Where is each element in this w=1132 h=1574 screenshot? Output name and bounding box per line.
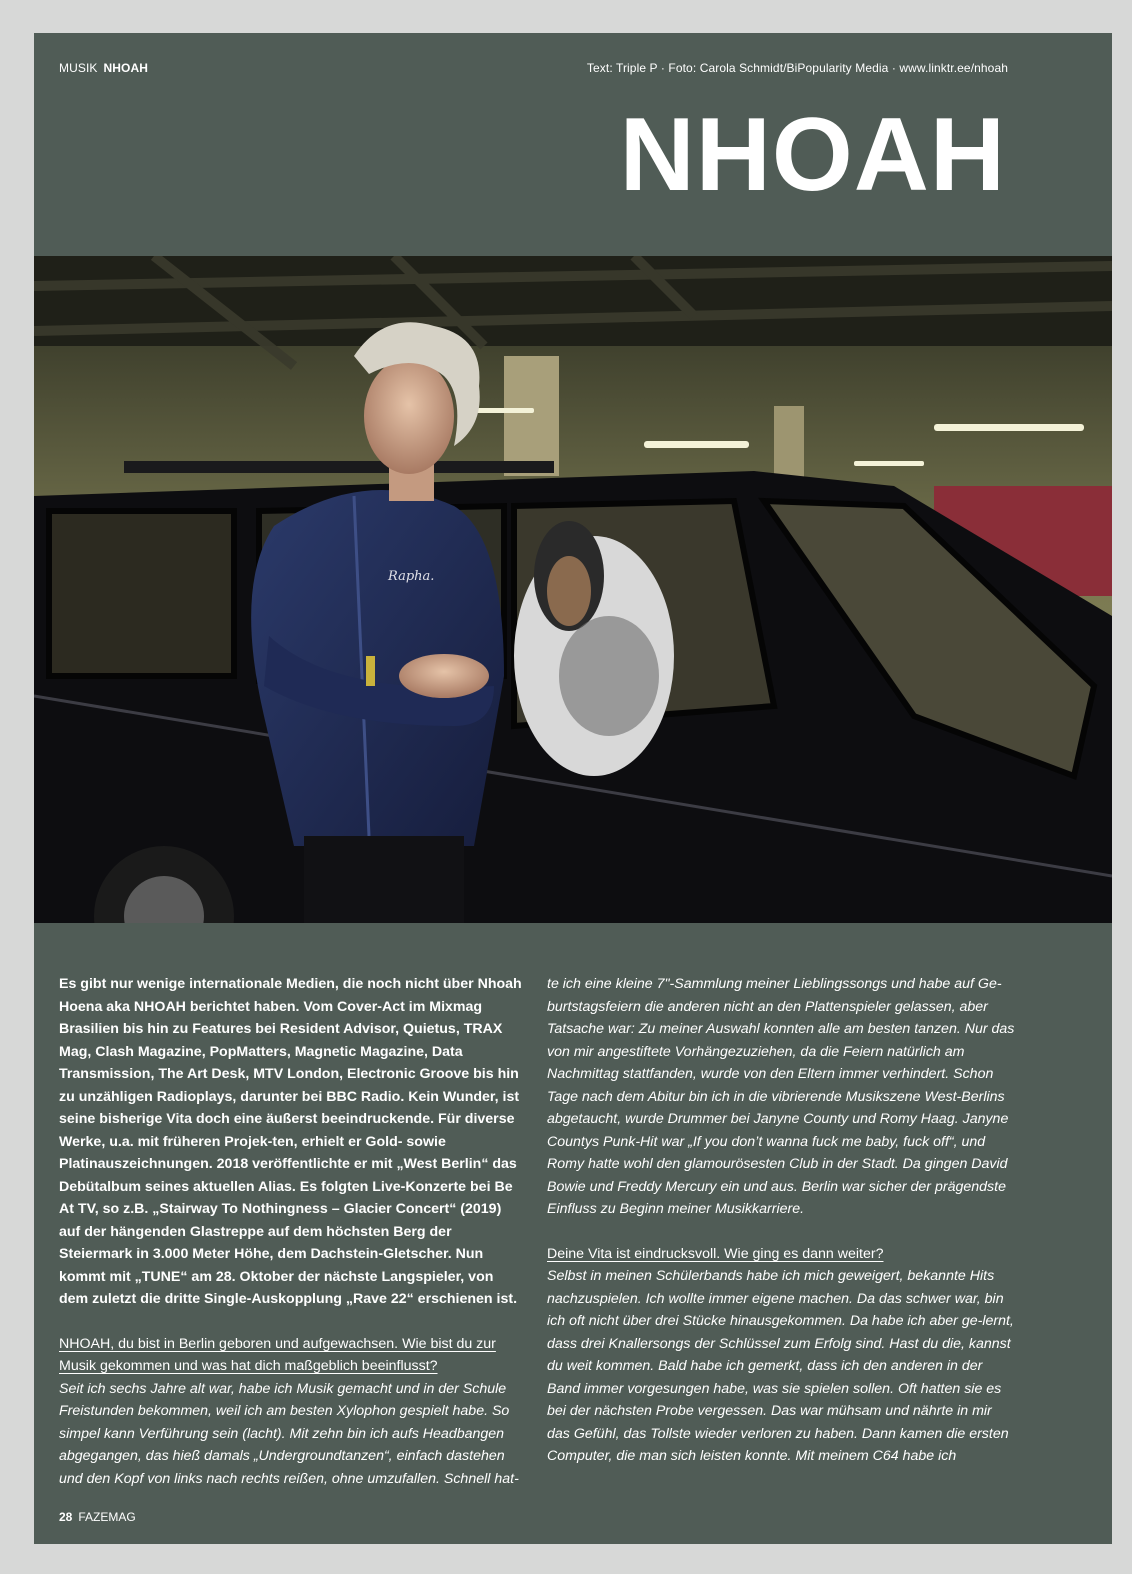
section-artist: NHOAH <box>103 61 149 75</box>
article-photo <box>34 256 1112 923</box>
interview-answer-1-right: te ich eine kleine 7"-Sammlung meiner Lieblingssongs und habe auf Ge-burtstagsfeiern die anderen nicht an den Plattenspieler gelassen, aber Tatsache war: Zu meiner Auswahl konnten alle am besten tanzen. Nur das von mir angestiftete Vorhängezuziehen, da die Feiern natürlich am Nachmittag stattfanden, wurde von den Eltern immer verhindert. Schon Tage nach dem Abitur bin ich in die vibrierende Musikszene West-Berlins abgetaucht, wurde Drummer bei Janyne County und Romy Haag. Janyne Countys Punk-Hit war „If you don’t wanna fuck me baby, fuck off“, und Romy hatte wohl den glamourösesten Club in der Stadt. Da gingen David Bowie und Freddy Mercury ein und aus. Berlin war sicher der prägendste Einfluss zu Beginn meiner Musikkarriere. <box>547 976 1015 1217</box>
interview-question-1: NHOAH, du bist in Berlin geboren und aufgewachsen. Wie bist du zur Musik gekommen und was hat dich maßgeblich beeinflusst? <box>59 1335 496 1374</box>
interview-question-2: Deine Vita ist eindrucksvoll. Wie ging es dann weiter? <box>547 1245 884 1262</box>
photo-image <box>34 256 1112 923</box>
interview-answer-2: Selbst in meinen Schülerbands habe ich mich geweigert, bekannte Hits nachzuspielen. Ich wollte immer eigene machen. Da das schwer war, bin ich oft nicht über drei Stücke hinausgekommen. Da habe ich aber ge-lernt, dass drei Knallersongs der Schlüssel zum Erfolg sind. Hast du die, kannst du weit kommen. Bald habe ich gemerkt, dass ich den anderen in der Band immer vorgesungen habe, was sie spielen sollen. Oft hatten sie es bei der nächsten Probe vergessen. Das war mühsam und nährte in mir das Gefühl, das Tollste wieder verloren zu haben. Dann kamen die ersten Computer, die man sich leisten konnte. Mit meinem C64 habe ich <box>547 1268 1014 1464</box>
section-label <box>59 61 148 75</box>
article-column-right <box>547 973 1017 1468</box>
article-title: NHOAH <box>619 97 1006 213</box>
photo-credits: Text: Triple P · Foto: Carola Schmidt/BiPopularity Media · www.linktr.ee/nhoah <box>586 61 1008 75</box>
article-column-left <box>59 973 525 1490</box>
page-number: 28 <box>59 1510 73 1524</box>
page-footer <box>59 1510 136 1524</box>
shirt-logo: Rapha. <box>388 569 435 584</box>
section-name: MUSIK <box>59 61 98 75</box>
interview-answer-1-left: Seit ich sechs Jahre alt war, habe ich Musik gemacht und in der Schule Freistunden bekommen, weil ich am besten Xylophon gespielt habe. So simpel kann Verführung sein (lacht). Mit zehn bin ich aufs Headbangen abgegangen, das hieß damals „Undergroundtanzen“, einfach dastehen und den Kopf von links nach rechts reißen, ohne umzufallen. Schnell hat- <box>59 1380 519 1487</box>
magazine-page <box>34 33 1112 1544</box>
header-meta <box>59 61 1008 75</box>
article-intro: Es gibt nur wenige internationale Medien, die noch nicht über Nhoah Hoena aka NHOAH berichtet haben. Vom Cover-Act im Mixmag Brasilien bis hin zu Features bei Resident Advisor, Quietus, TRAX Mag, Clash Magazine, PopMatters, Magnetic Magazine, Data Transmission, The Art Desk, MTV London, Electronic Groove bis hin zu unzähligen Radioplays, darunter bei BBC Radio. Kein Wunder, ist seine bisherige Vita doch eine äußerst beeindruckende. Für diverse Werke, u.a. mit früheren Projek-ten, erhielt er Gold- sowie Platinauszeichnungen. 2018 veröffentlichte er mit „West Berlin“ das Debütalbum seines aktuellen Alias. Es folgten Live-Konzerte bei Be At TV, so z.B. „Stairway To Nothingness – Glacier Concert“ (2019) auf der hängenden Glastreppe auf dem höchsten Berg der Steiermark in 3.000 Meter Höhe, dem Dachstein-Gletscher. Nun kommt mit „TUNE“ am 28. Oktober der nächste Langspieler, von dem zuletzt die dritte Single-Auskopplung „Rave 22“ erschienen ist. <box>59 976 522 1307</box>
magazine-name: FAZEMAG <box>78 1510 136 1524</box>
